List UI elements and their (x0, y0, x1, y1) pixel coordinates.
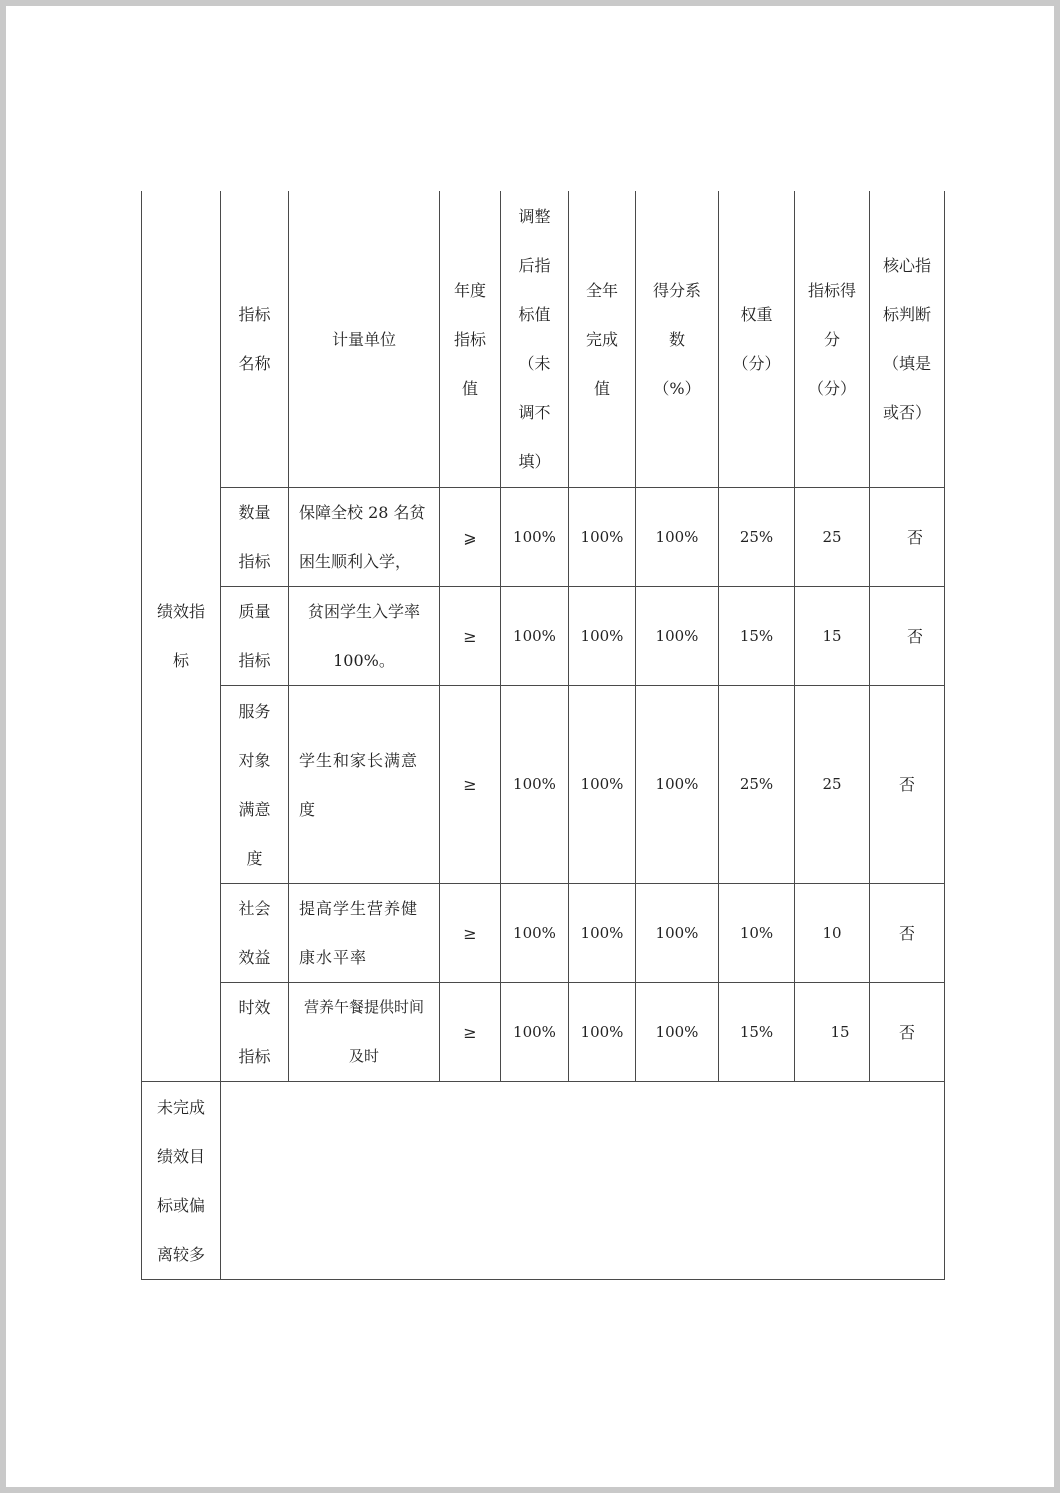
row-coef: 100% (655, 775, 699, 793)
header-adjusted-target: 调整 后指 标值 （未 调不 填） (518, 207, 551, 471)
document-page (6, 6, 1054, 1487)
row-weight: 10% (739, 923, 774, 942)
row-name: 社会 效益 (238, 899, 271, 967)
row-actual: 100% (580, 626, 624, 645)
row-core: 否 (898, 1022, 915, 1042)
header-indicator-name: 指标 名称 (238, 305, 271, 373)
row-weight: 25% (739, 527, 774, 546)
header-core: 核心指 标判断 （填是 或否） (882, 256, 931, 422)
row-actual: 100% (580, 775, 624, 793)
row-unit: 提高学生营养健 康水平率 (299, 899, 419, 967)
row-name: 数量 指标 (238, 503, 271, 571)
footer-content[interactable] (221, 1082, 944, 1279)
row-score: 15 (830, 1022, 850, 1041)
row-score: 25 (822, 527, 842, 546)
row-unit: 贫困学生入学率 100%。 (307, 602, 420, 670)
rule (141, 1279, 945, 1280)
row-name: 质量 指标 (238, 602, 271, 670)
group-label: 绩效指 标 (156, 602, 205, 670)
row-name: 时效 指标 (238, 998, 271, 1066)
header-annual-target: 年度 指标 值 (453, 280, 486, 398)
row-unit: 学生和家长满意 度 (299, 750, 419, 819)
header-weight: 权重 （分） (732, 305, 781, 373)
row-core: 否 (906, 626, 923, 646)
row-actual: 100% (580, 527, 624, 546)
header-score-coef: 得分系 数 （%） (652, 280, 701, 398)
row-adjusted: 100% (513, 1022, 556, 1041)
row-unit: 营养午餐提供时间 及时 (303, 998, 424, 1065)
header-unit: 计量单位 (331, 329, 396, 349)
row-coef: 100% (655, 923, 699, 942)
row-target: ≥ (463, 626, 477, 646)
row-target: ≥ (463, 923, 477, 943)
row-adjusted: 100% (513, 626, 556, 645)
rule (944, 191, 945, 1280)
row-coef: 100% (655, 1022, 699, 1041)
footer-label: 未完成 绩效目 标或偏 离较多 (156, 1097, 205, 1264)
row-target: ≥ (463, 1022, 477, 1042)
row-adjusted: 100% (513, 527, 556, 546)
row-coef: 100% (655, 626, 699, 645)
row-coef: 100% (655, 527, 699, 546)
row-actual: 100% (580, 1022, 624, 1041)
row-target: ⩾ (463, 527, 477, 547)
row-core: 否 (906, 527, 923, 547)
row-core: 否 (898, 775, 915, 794)
row-score: 15 (822, 626, 842, 645)
row-weight: 25% (739, 775, 774, 793)
row-weight: 15% (739, 1022, 774, 1041)
header-score: 指标得 分 （分） (807, 280, 856, 398)
row-unit: 保障全校 28 名贫 困生顺利入学， (299, 503, 426, 571)
row-core: 否 (898, 923, 915, 943)
header-actual: 全年 完成 值 (585, 280, 618, 398)
row-name: 服务 对象 满意 度 (238, 701, 271, 868)
row-actual: 100% (580, 923, 624, 942)
row-adjusted: 100% (513, 775, 556, 793)
row-weight: 15% (739, 626, 774, 645)
row-target: ≥ (463, 775, 477, 794)
row-score: 25 (822, 775, 842, 793)
row-score: 10 (822, 923, 842, 942)
row-adjusted: 100% (513, 923, 556, 942)
